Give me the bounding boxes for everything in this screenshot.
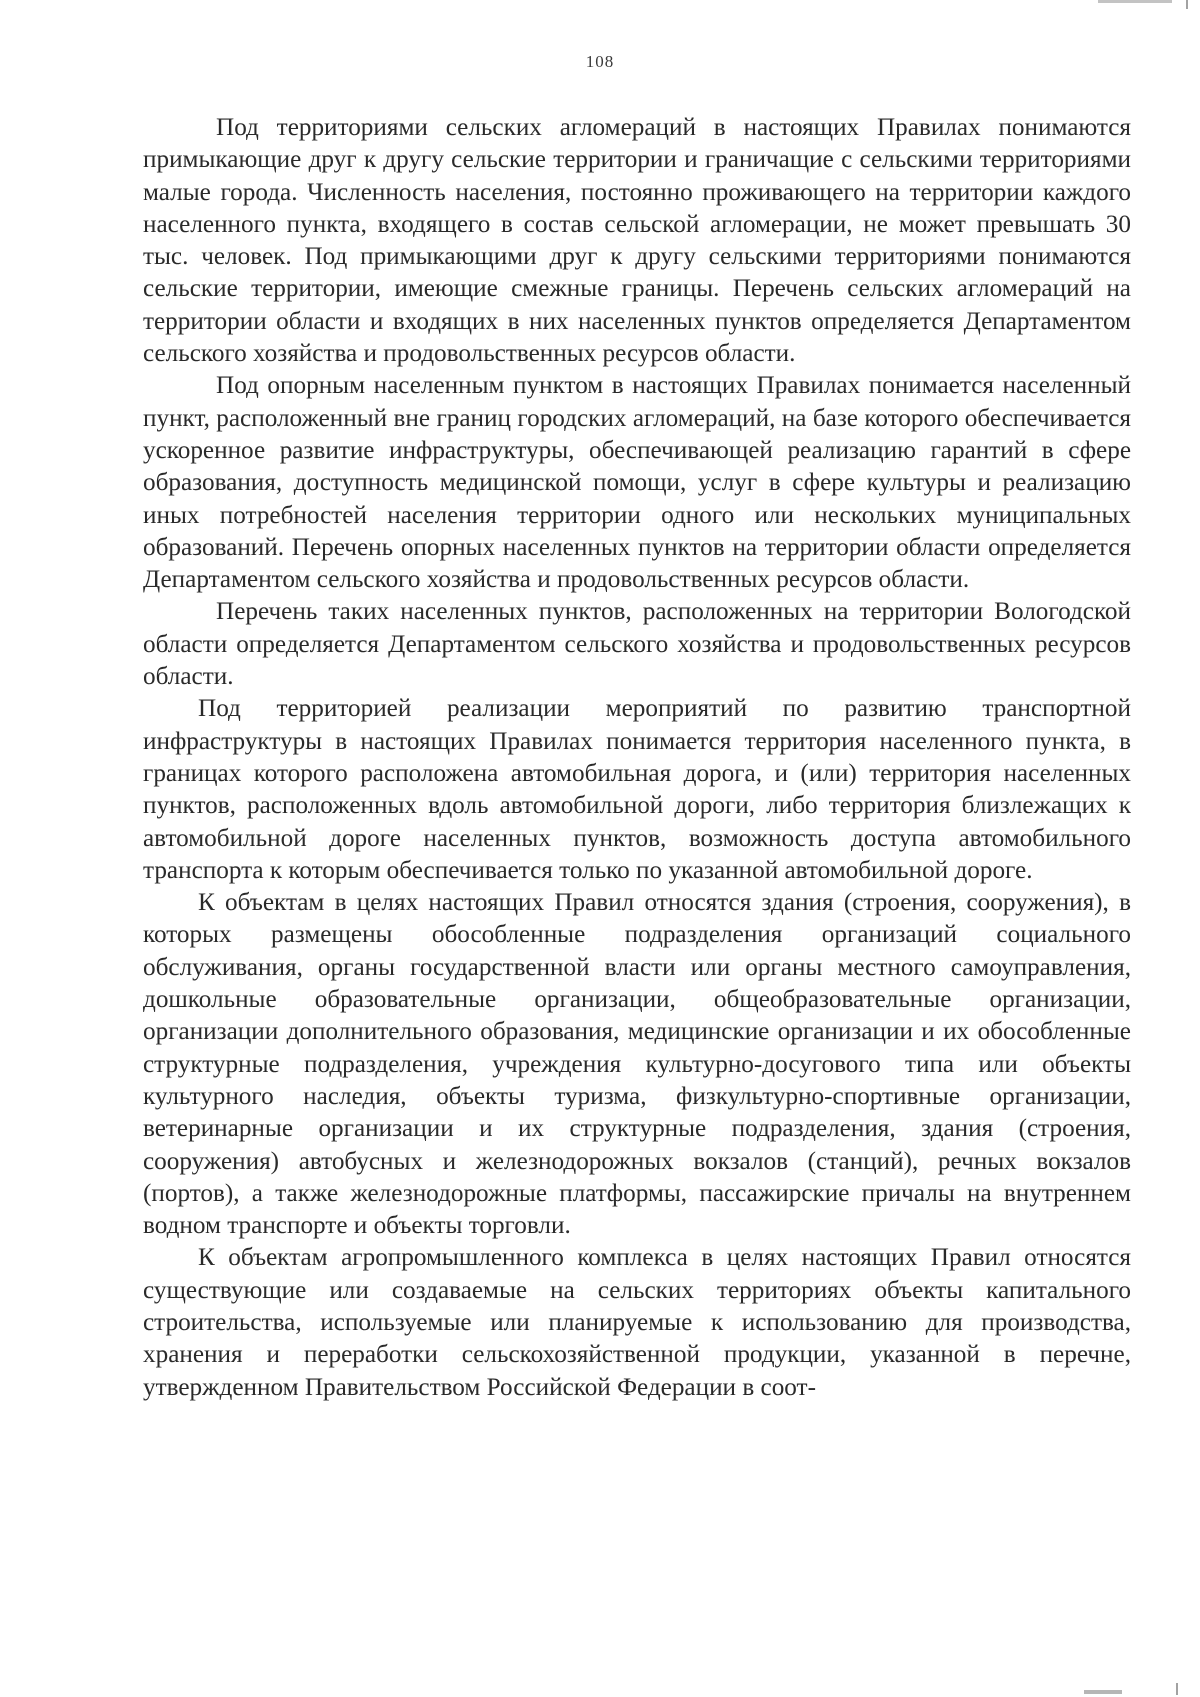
paragraph-transport-infrastructure: Под территорией реализации мероприятий по развитию транспортной инфраструктуры в настоящих Правилах понимается территория населенного пункта, в границах которого расположена автомобильная дорога, и (или) территория населенных пунктов, расположенных вдоль автомобильной дороги, либо территория близлежащих к автомобильной дороге населенных пунктов, возможность доступа автомобильного транспорта к которым обеспечивается только по указанной автомобильной дороге. <box>143 695 1131 884</box>
body-text <box>143 112 1131 1404</box>
paragraph-agro-industrial-objects: К объектам агропромышленного комплекса в целях настоящих Правил относятся существующие или создаваемые на сельских территориях объекты капитального строительства, используемые или планируемые к использованию для производства, хранения и переработки сельскохозяйственной продукции, указанной в перечне, утвержденном Правительством Российской Федерации в соот- <box>143 1244 1131 1401</box>
scan-artifact-top <box>1098 0 1172 3</box>
paragraph-rural-agglomerations: Под территориями сельских агломераций в настоящих Правилах понимаются примыкающие друг к другу сельские территории и граничащие с сельскими территориями малые города. Численность населения, постоянно проживающего на территории каждого населенного пункта, входящего в состав сельской агломерации, не может превышать 30 тыс. человек. Под примыкающими друг к другу сельскими территориями понимаются сельские территории, имеющие смежные границы. Перечень сельских агломераций на территории области и входящих в них населенных пунктов определяется Департаментом сельского хозяйства и продовольственных ресурсов области. <box>143 114 1131 368</box>
paragraph-support-settlement: Под опорным населенным пунктом в настоящих Правилах понимается населенный пункт, расположенный вне границ городских агломераций, на базе которого обеспечивается ускоренное развитие инфраструктуры, обеспечивающей реализацию гарантий в сфере образования, доступность медицинской помощи, услуг в сфере культуры и реализацию иных потребностей населения территории одного или нескольких муниципальных образований. Перечень опорных населенных пунктов на территории области определяется Департаментом сельского хозяйства и продовольственных ресурсов области. <box>143 372 1131 594</box>
paragraph-objects: К объектам в целях настоящих Правил относятся здания (строения, сооружения), в которых размещены обособленные подразделения организаций социального обслуживания, органы государственной власти или органы местного самоуправления, дошкольные образовательные организации, общеобразовательные организации, организации дополнительного образования, медицинские организации и их обособленные структурные подразделения, учреждения культурно-досугового типа или объекты культурного наследия, объекты туризма, физкультурно-спортивные организации, ветеринарные организации и их структурные подразделения, здания (строения, сооружения) автобусных и железнодорожных вокзалов (станций), речных вокзалов (портов), а также железнодорожные платформы, пассажирские причалы на внутреннем водном транспорте и объекты торговли. <box>143 889 1131 1240</box>
scan-artifact-bottom <box>1084 1690 1122 1694</box>
page-number: 108 <box>585 52 615 71</box>
scan-artifact-top-right <box>1186 0 1188 9</box>
scan-artifact-bottom-right <box>1176 1683 1178 1695</box>
paragraph-settlements-list: Перечень таких населенных пунктов, расположенных на территории Вологодской области определяется Департаментом сельского хозяйства и продовольственных ресурсов области. <box>143 598 1131 691</box>
